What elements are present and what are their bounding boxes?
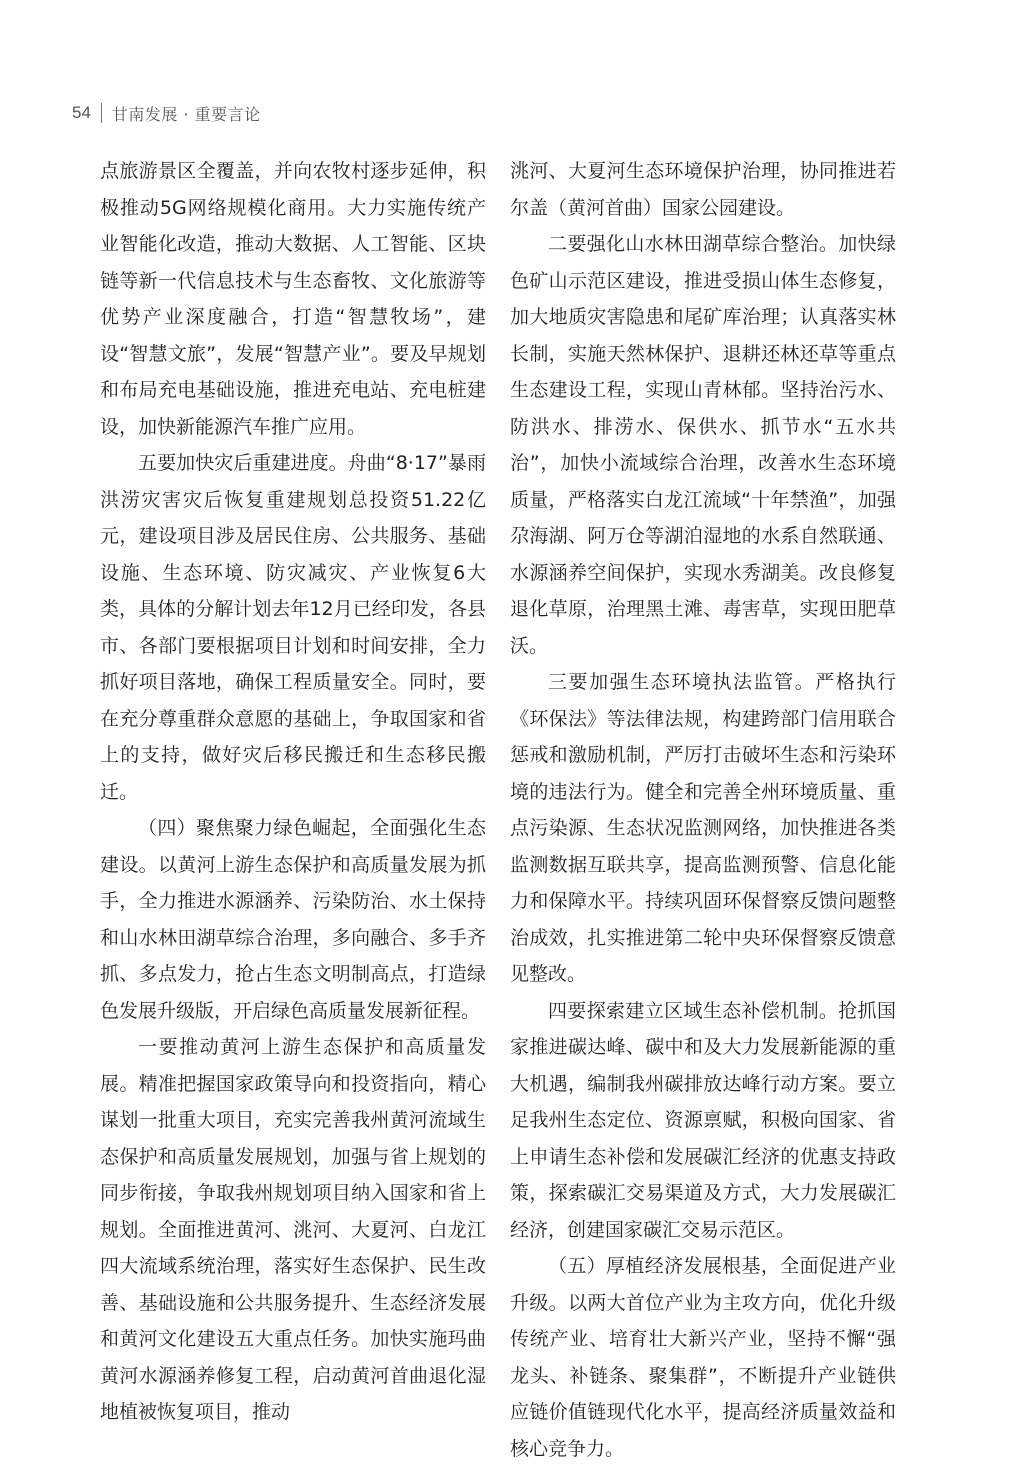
running-header: [72, 98, 261, 128]
page-number: 54: [72, 103, 91, 122]
paragraph: 一要推动黄河上游生态保护和高质量发展。精准把握国家政策导向和投资指向，精心谋划一批重大项目，充实完善我州黄河流域生态保护和高质量发展规划，加强与省上规划的同步衔接，争取我州规划项目纳入国家和省上规划。全面推进黄河、洮河、大夏河、白龙江四大流域系统治理，落实好生态保护、民生改善、基础设施和公共服务提升、生态经济发展和黄河文化建设五大重点任务。加快实施玛曲黄河水源涵养修复工程，启动黄河首曲退化湿地植被恢复项目，推动: [100, 1036, 486, 1423]
header-divider: [101, 103, 102, 123]
paragraph: 点旅游景区全覆盖，并向农牧村逐步延伸，积极推动5G网络规模化商用。大力实施传统产业智能化改造，推动大数据、人工智能、区块链等新一代信息技术与生态畜牧、文化旅游等优势产业深度融合，打造“智慧牧场”，建设“智慧文旅”，发展“智慧产业”。要及早规划和布局充电基础设施，推进充电站、充电桩建设，加快新能源汽车推广应用。: [100, 160, 486, 438]
paragraph: 五要加快灾后重建进度。舟曲“8·17”暴雨洪涝灾害灾后恢复重建规划总投资51.22亿元，建设项目涉及居民住房、公共服务、基础设施、生态环境、防灾减灾、产业恢复6大类，具体的分解计划去年12月已经印发，各县市、各部门要根据项目计划和时间安排，全力抓好项目落地，确保工程质量安全。同时，要在充分尊重群众意愿的基础上，争取国家和省上的支持，做好灾后移民搬迁和生态移民搬迁。: [100, 452, 486, 803]
paragraph: 四要探索建立区域生态补偿机制。抢抓国家推进碳达峰、碳中和及大力发展新能源的重大机遇，编制我州碳排放达峰行动方案。要立足我州生态定位、资源禀赋，积极向国家、省上申请生态补偿和发展碳汇经济的优惠支持政策，探索碳汇交易渠道及方式，大力发展碳汇经济，创建国家碳汇交易示范区。: [510, 999, 896, 1241]
section-heading-paragraph: （四）聚焦聚力绿色崛起，全面强化生态建设。以黄河上游生态保护和高质量发展为抓手，全力推进水源涵养、污染防治、水土保持和山水林田湖草综合治理，多向融合、多手齐抓、多点发力，抢占生态文明制高点，打造绿色发展升级版，开启绿色高质量发展新征程。: [100, 817, 486, 1022]
paragraph: 洮河、大夏河生态环境保护治理，协同推进若尔盖（黄河首曲）国家公园建设。: [510, 160, 896, 219]
right-column: [510, 153, 896, 1467]
paragraph: 二要强化山水林田湖草综合整治。加快绿色矿山示范区建设，推进受损山体生态修复，加大地质灾害隐患和尾矿库治理；认真落实林长制，实施天然林保护、退耕还林还草等重点生态建设工程，实现山青林郁。坚持治污水、防洪水、排涝水、保供水、抓节水“五水共治”，加快小流域综合治理，改善水生态环境质量，严格落实白龙江流域“十年禁渔”，加强尕海湖、阿万仓等湖泊湿地的水系自然联通、水源涵养空间保护，实现水秀湖美。改良修复退化草原，治理黑土滩、毒害草，实现田肥草沃。: [510, 233, 896, 657]
paragraph: 三要加强生态环境执法监管。严格执行《环保法》等法律法规，构建跨部门信用联合惩戒和激励机制，严厉打击破坏生态和污染环境的违法行为。健全和完善全州环境质量、重点污染源、生态状况监测网络，加快推进各类监测数据互联共享，提高监测预警、信息化能力和保障水平。持续巩固环保督察反馈问题整治成效，扎实推进第二轮中央环保督察反馈意见整改。: [510, 671, 896, 985]
section-heading-paragraph: （五）厚植经济发展根基，全面促进产业升级。以两大首位产业为主攻方向，优化升级传统产业、培育壮大新兴产业，坚持不懈“强龙头、补链条、聚集群”，不断提升产业链供应链价值链现代化水平，提高经济质量效益和核心竞争力。: [510, 1255, 896, 1460]
running-title: 甘南发展 · 重要言论: [111, 104, 261, 124]
left-column: [100, 153, 486, 1431]
